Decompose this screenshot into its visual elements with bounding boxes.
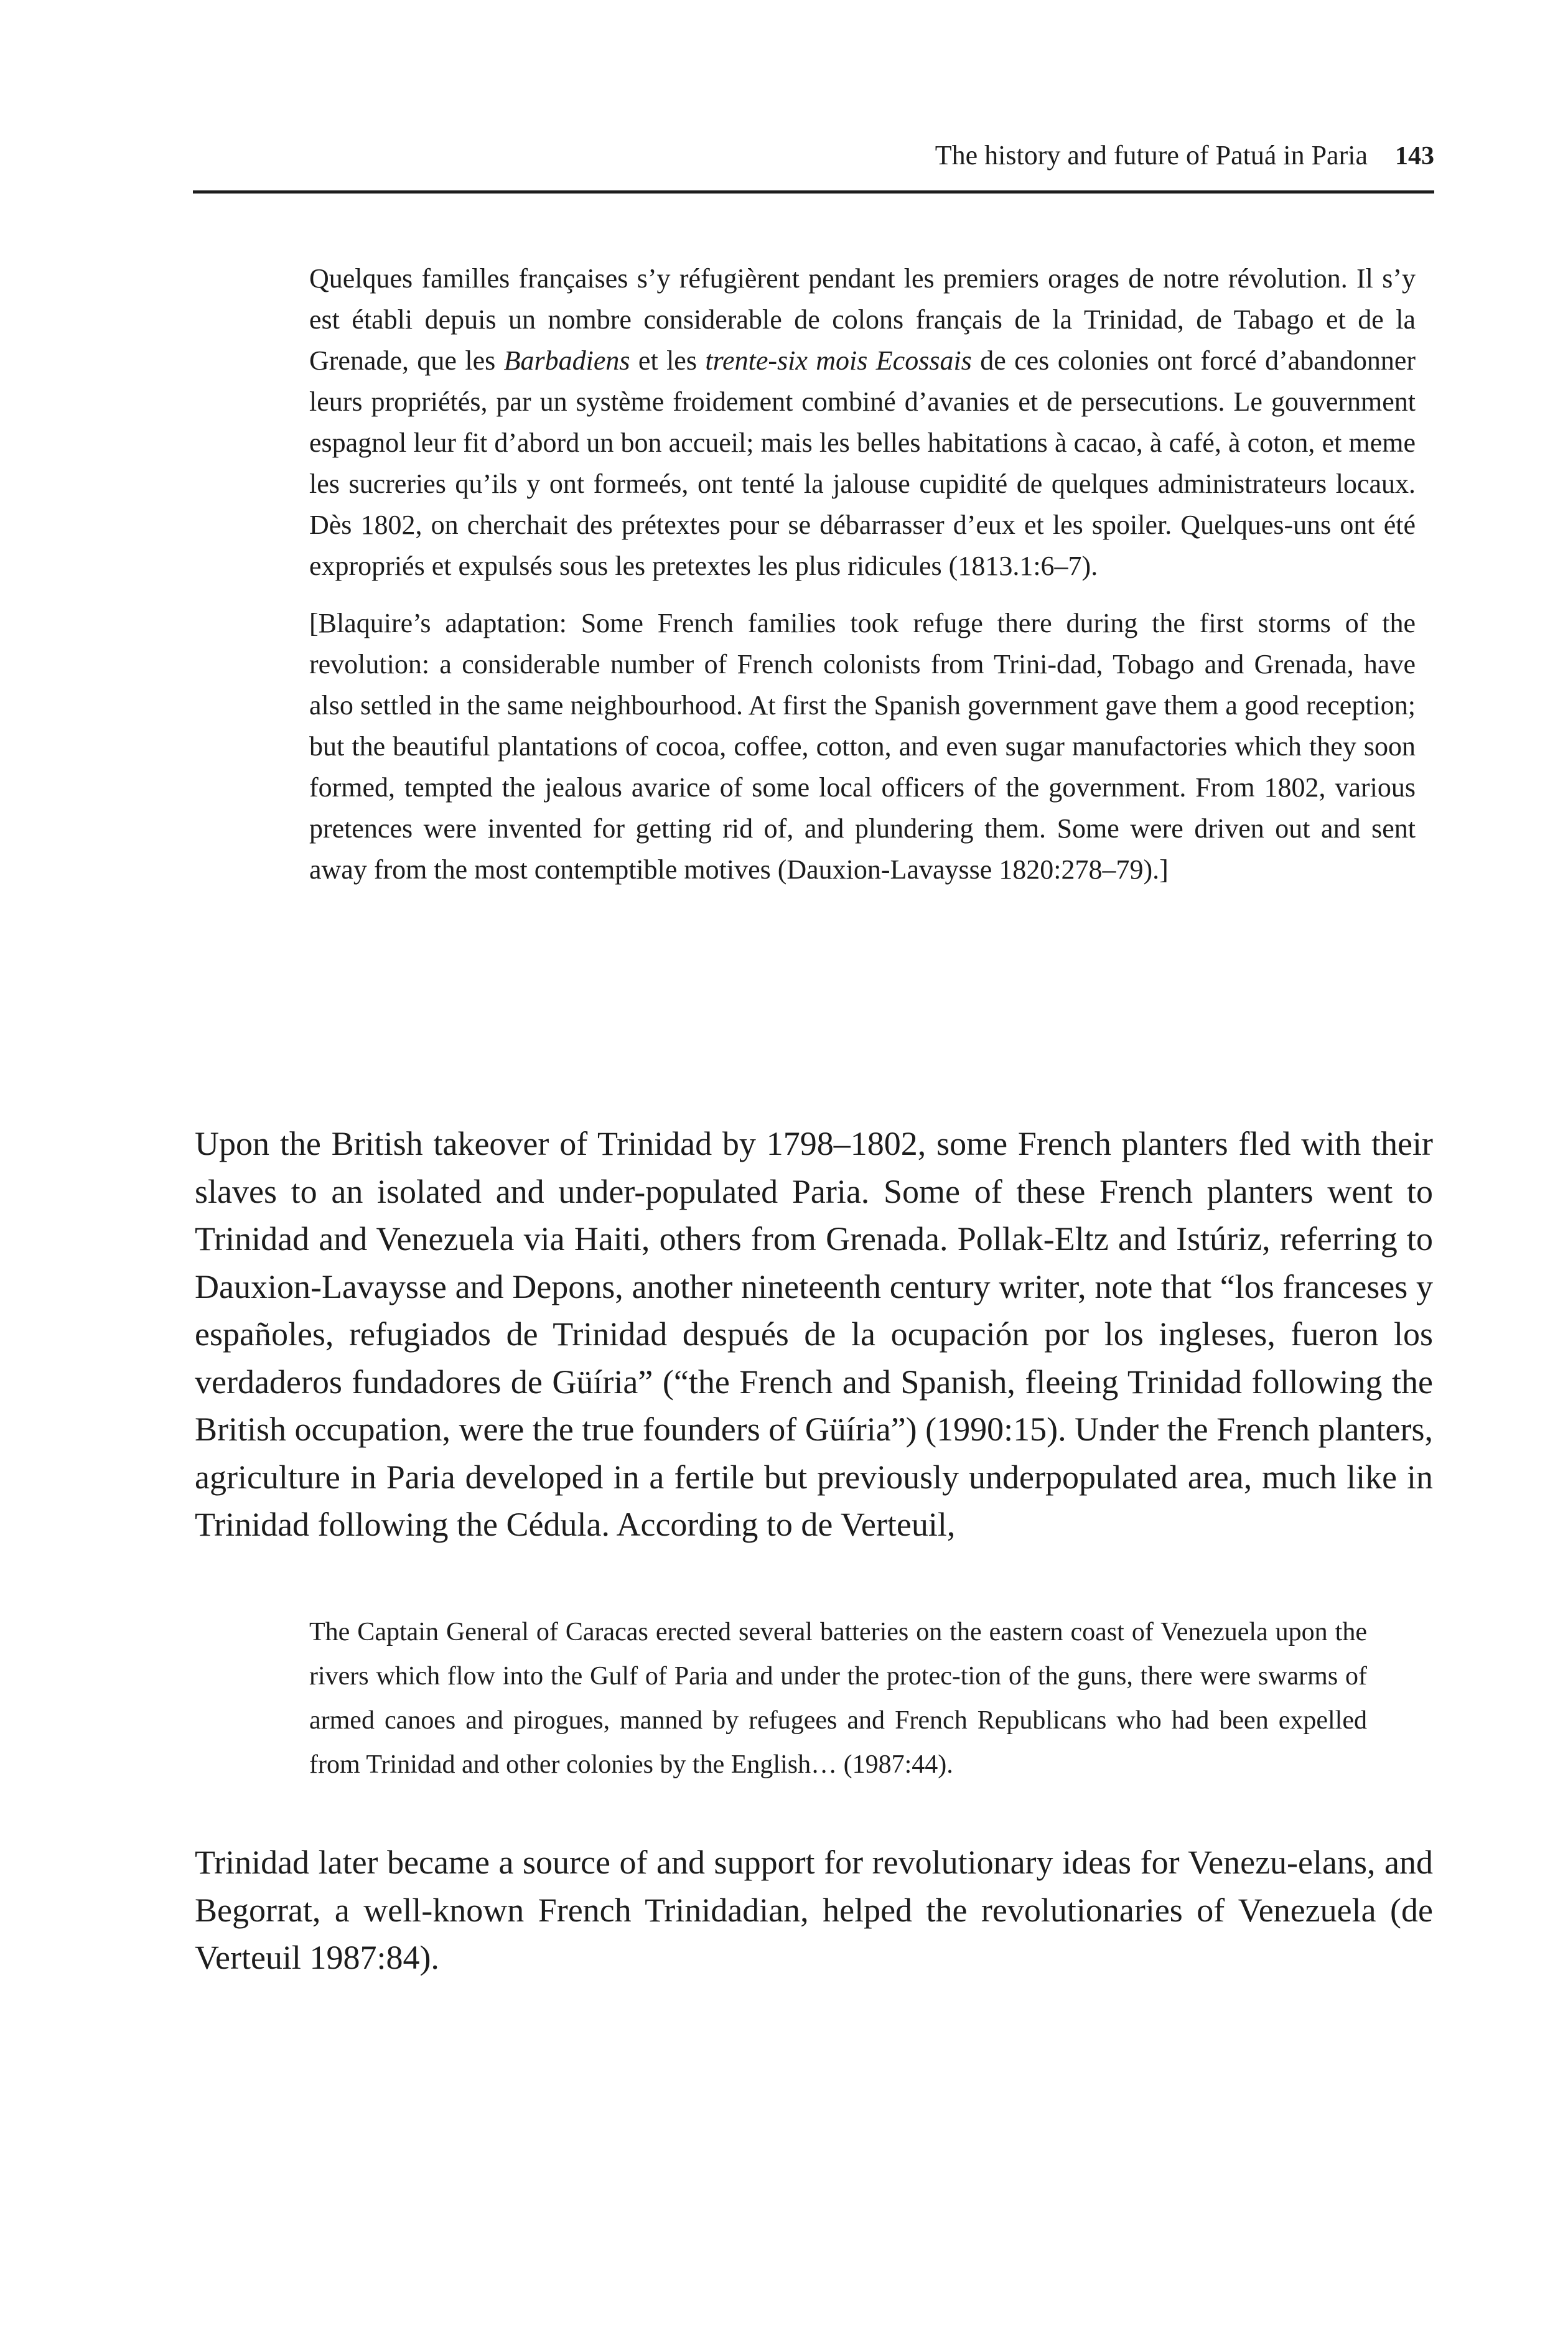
header-rule bbox=[193, 190, 1434, 194]
running-header bbox=[193, 134, 1434, 177]
quote-paragraph: The Captain General of Caracas erected several batteries on the eastern coast of Venezuela upon the rivers which flow into the Gulf of Paria and under the protec-tion of the guns, there were swarms of armed canoes and pirogues, manned by refugees and French Republicans who had been expelled from Trinidad and other colonies by the English… (1987:44). bbox=[309, 1618, 1367, 1779]
translation-paragraph: [Blaquire’s adaptation: Some French families took refuge there during the first storms of the revolution: a considerable number of French colonists from Trini-dad, Tobago and Grenada, have also settled in the same neighbourhood. At first the Spanish government gave them a good reception; but the beautiful plantations of cocoa, coffee, cotton, and even sugar manufactories which they soon formed, tempted the jealous avarice of some local officers of the government. From 1802, various pretences were invented for getting rid of, and plundering them. Some were driven out and sent away from the most contemptible motives (Dauxion-Lavaysse 1820:278–79).] bbox=[309, 608, 1416, 885]
french-quote-paragraph bbox=[309, 258, 1416, 587]
french-text-2: et les bbox=[630, 345, 706, 376]
block-quote-french bbox=[309, 258, 1416, 890]
body-text-2 bbox=[195, 1839, 1433, 1982]
italic-trente-six-mois: trente-six mois Ecossais bbox=[705, 345, 972, 376]
body-paragraph: Trinidad later became a source of and support for revolutionary ideas for Venezu-elans, and Begorrat, a well-known French Trinidadian, helped the revolutionaries of Venezuela (de Verteuil 1987:84). bbox=[195, 1844, 1433, 1976]
block-quote-de-verteuil bbox=[309, 1610, 1367, 1787]
french-text-1: Quelques familles françaises s’y réfugièrent pendant les premiers orages de notre révolution. Il s’y est établi depuis un nombre considerable de colons français de la Trinidad, de Tabago et de la Grenade, que les bbox=[309, 263, 1416, 376]
body-paragraph: Upon the British takeover of Trinidad by 1798–1802, some French planters fled with their slaves to an isolated and under-populated Paria. Some of these French planters went to Trinidad and Venezuela via Haiti, others from Grenada. Pollak-Eltz and Istúriz, referring to Dauxion-Lavaysse and Depons, another nineteenth century writer, note that “los franceses y españoles, refugiados de Trinidad después de la ocupación por los ingleses, fueron los verdaderos fundadores de Güíria” (“the French and Spanish, fleeing Trinidad following the British occupation, were the true founders of Güíria”) (1990:15). Under the French planters, agriculture in Paria developed in a fertile but previously underpopulated area, much like in Trinidad following the Cédula. According to de Verteuil, bbox=[195, 1125, 1433, 1543]
page-number: 143 bbox=[1395, 142, 1434, 170]
italic-barbadiens: Barbadiens bbox=[503, 345, 630, 376]
french-text-3: de ces colonies ont forcé d’abandonner leurs propriétés, par un système froidement combiné d’avanies et de persecutions. Le gouvernment espagnol leur fit d’abord un bon accueil; mais les belles habitations à cacao, à café, à coton, et meme les sucreries qu’ils y ont formeés, ont tenté la jalouse cupidité de quelques administrateurs locaux. Dès 1802, on cherchait des prétextes pour se débarrasser d’eux et les spoiler. Quelques-uns ont été expropriés et expulsés sous les pretextes les plus ridicules (1813.1:6–7). bbox=[309, 345, 1416, 581]
running-title: The history and future of Patuá in Paria bbox=[935, 140, 1368, 170]
body-text-1 bbox=[195, 1120, 1433, 1549]
